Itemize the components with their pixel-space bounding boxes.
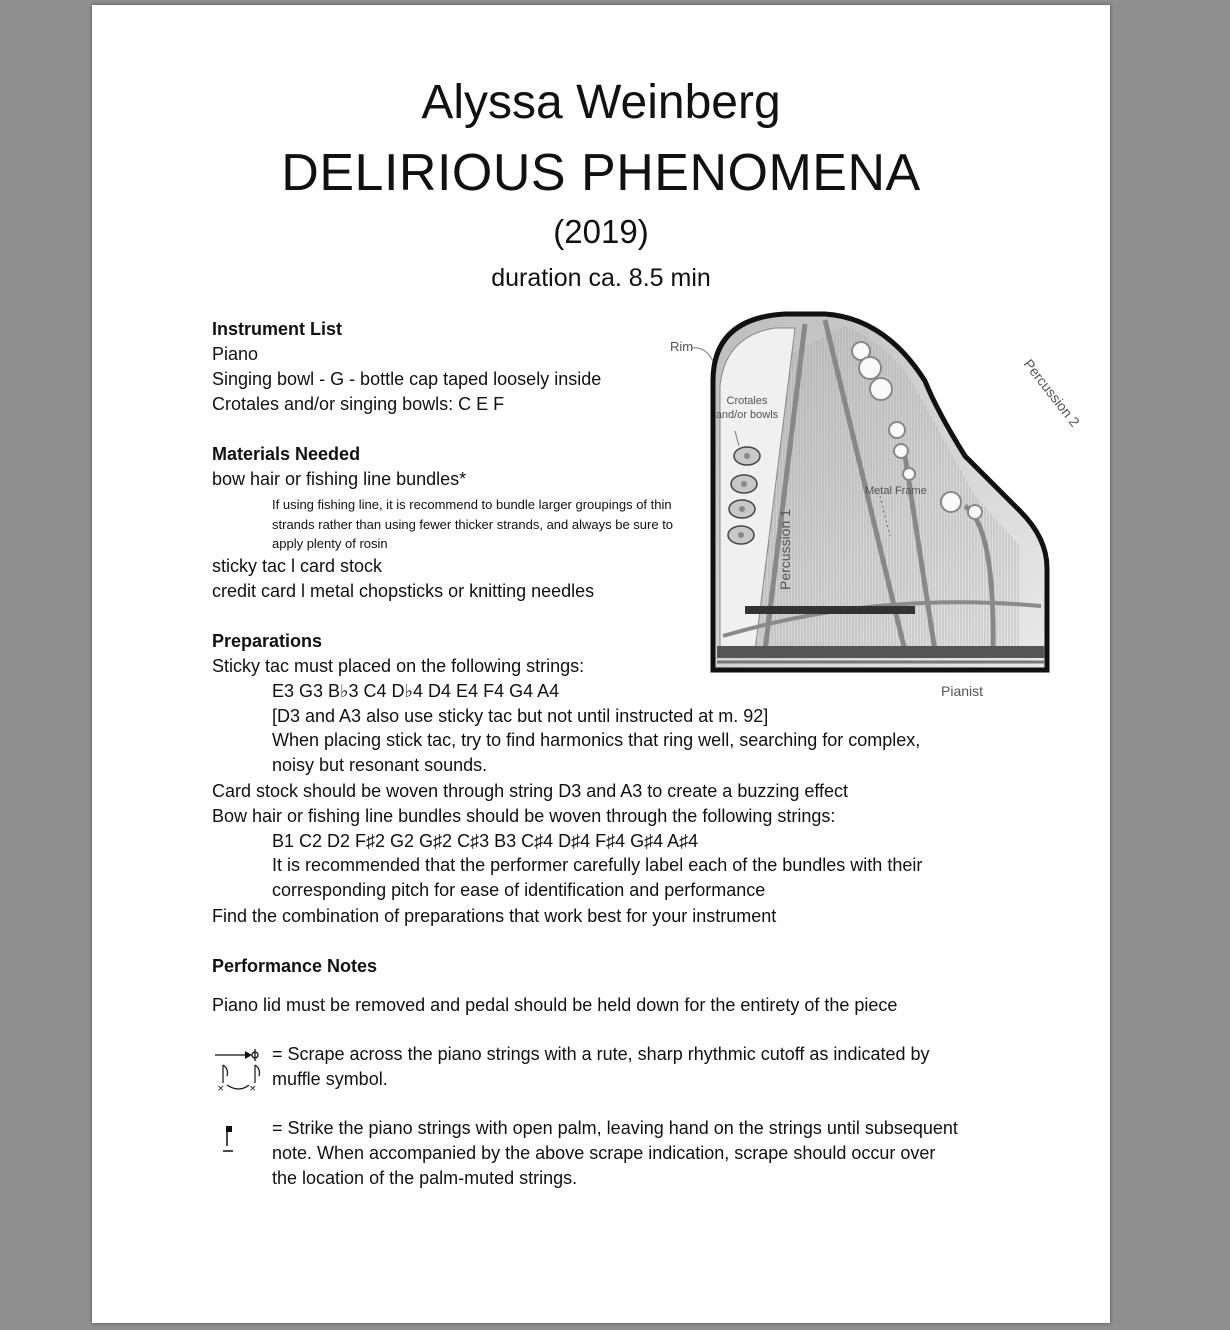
strike-note: = Strike the piano strings with open palm, leaving hand on the strings until subsequent note. When accompanied by the above scrape indication, scrape should occur over the location of the palm-muted strings.	[272, 1118, 958, 1188]
palm-strike-symbol-icon	[222, 1123, 238, 1155]
svg-text:×: ×	[249, 1084, 257, 1094]
percussion-2-label: Percussion 2	[1020, 355, 1084, 430]
label-note: It is recommended that the performer carefully label each of the bundles with their corresponding pitch for ease of identification and performance	[272, 855, 923, 900]
pedal-note: Piano lid must be removed and pedal should be held down for the entirety of the piece	[212, 995, 898, 1015]
preparations-bracket-note: [D3 and A3 also use sticky tac but not until instructed at m. 92]	[272, 706, 769, 726]
rim-label: Rim	[670, 339, 694, 354]
frame-hole	[859, 357, 881, 379]
percussion-1-label: Percussion 1	[777, 509, 793, 590]
instrument-list-heading: Instrument List	[212, 319, 343, 339]
frame-hole	[889, 422, 905, 438]
frame-hole	[968, 505, 982, 519]
score-page	[92, 5, 1110, 1323]
crotales-label: Crotales	[726, 395, 768, 407]
instrument-item: Crotales and/or singing bowls: C E F	[212, 394, 505, 414]
placing-note: When placing stick tac, try to find harmonics that ring well, searching for complex, noisy but resonant sounds.	[272, 730, 921, 775]
scrape-symbol-icon	[213, 1045, 261, 1093]
sticky-tac-strings: E3 G3 B♭3 C4 D♭4 D4 E4 F4 G4 A4	[272, 681, 560, 701]
crotales-label-line2: and/or bowls	[715, 409, 779, 421]
keybed-strip	[717, 646, 1045, 658]
frame-hole	[903, 468, 915, 480]
card-stock-line: Card stock should be woven through string D3 and A3 to create a buzzing effect	[212, 781, 849, 801]
combination-line: Find the combination of preparations that work best for your instrument	[212, 906, 777, 926]
bow-hair-strings: B1 C2 D2 F♯2 G2 G♯2 C♯3 B3 C♯4 D♯4 F♯4 G♯4 A♯4	[272, 831, 699, 851]
piece-title: DELIRIOUS PHENOMENA	[281, 144, 921, 202]
instrument-item: Piano	[212, 344, 259, 364]
frame-hole	[894, 444, 908, 458]
piece-duration: duration ca. 8.5 min	[491, 264, 711, 292]
materials-item: bow hair or fishing line bundles*	[212, 469, 467, 489]
metal-frame-label: Metal Frame	[865, 485, 927, 497]
instrument-item: Singing bowl - G - bottle cap taped loosely inside	[212, 369, 602, 389]
pianist-label: Pianist	[941, 683, 984, 699]
materials-heading: Materials Needed	[212, 444, 361, 464]
preparations-heading: Preparations	[212, 631, 323, 651]
svg-text:×: ×	[217, 1084, 225, 1094]
frame-hole	[870, 378, 892, 400]
performance-heading: Performance Notes	[212, 956, 378, 976]
fishing-line-note: If using fishing line, it is recommend to bundle larger groupings of thin strands rather than using fewer thicker strands, and always be sure to apply plenty of rosin	[272, 497, 674, 551]
preparations-line: Sticky tac must placed on the following strings:	[212, 656, 585, 676]
scrape-note: = Scrape across the piano strings with a rute, sharp rhythmic cutoff as indicated by muffle symbol.	[272, 1044, 930, 1089]
composer-name: Alyssa Weinberg	[421, 76, 781, 129]
frame-hole	[941, 492, 961, 512]
bow-hair-line: Bow hair or fishing line bundles should be woven through the following strings:	[212, 806, 836, 826]
piece-year: (2019)	[553, 213, 649, 250]
piano-preparation-diagram	[670, 306, 1084, 706]
materials-item: credit card l metal chopsticks or knitting needles	[212, 581, 595, 601]
materials-item: sticky tac l card stock	[212, 556, 383, 576]
damper-bar	[745, 606, 915, 614]
